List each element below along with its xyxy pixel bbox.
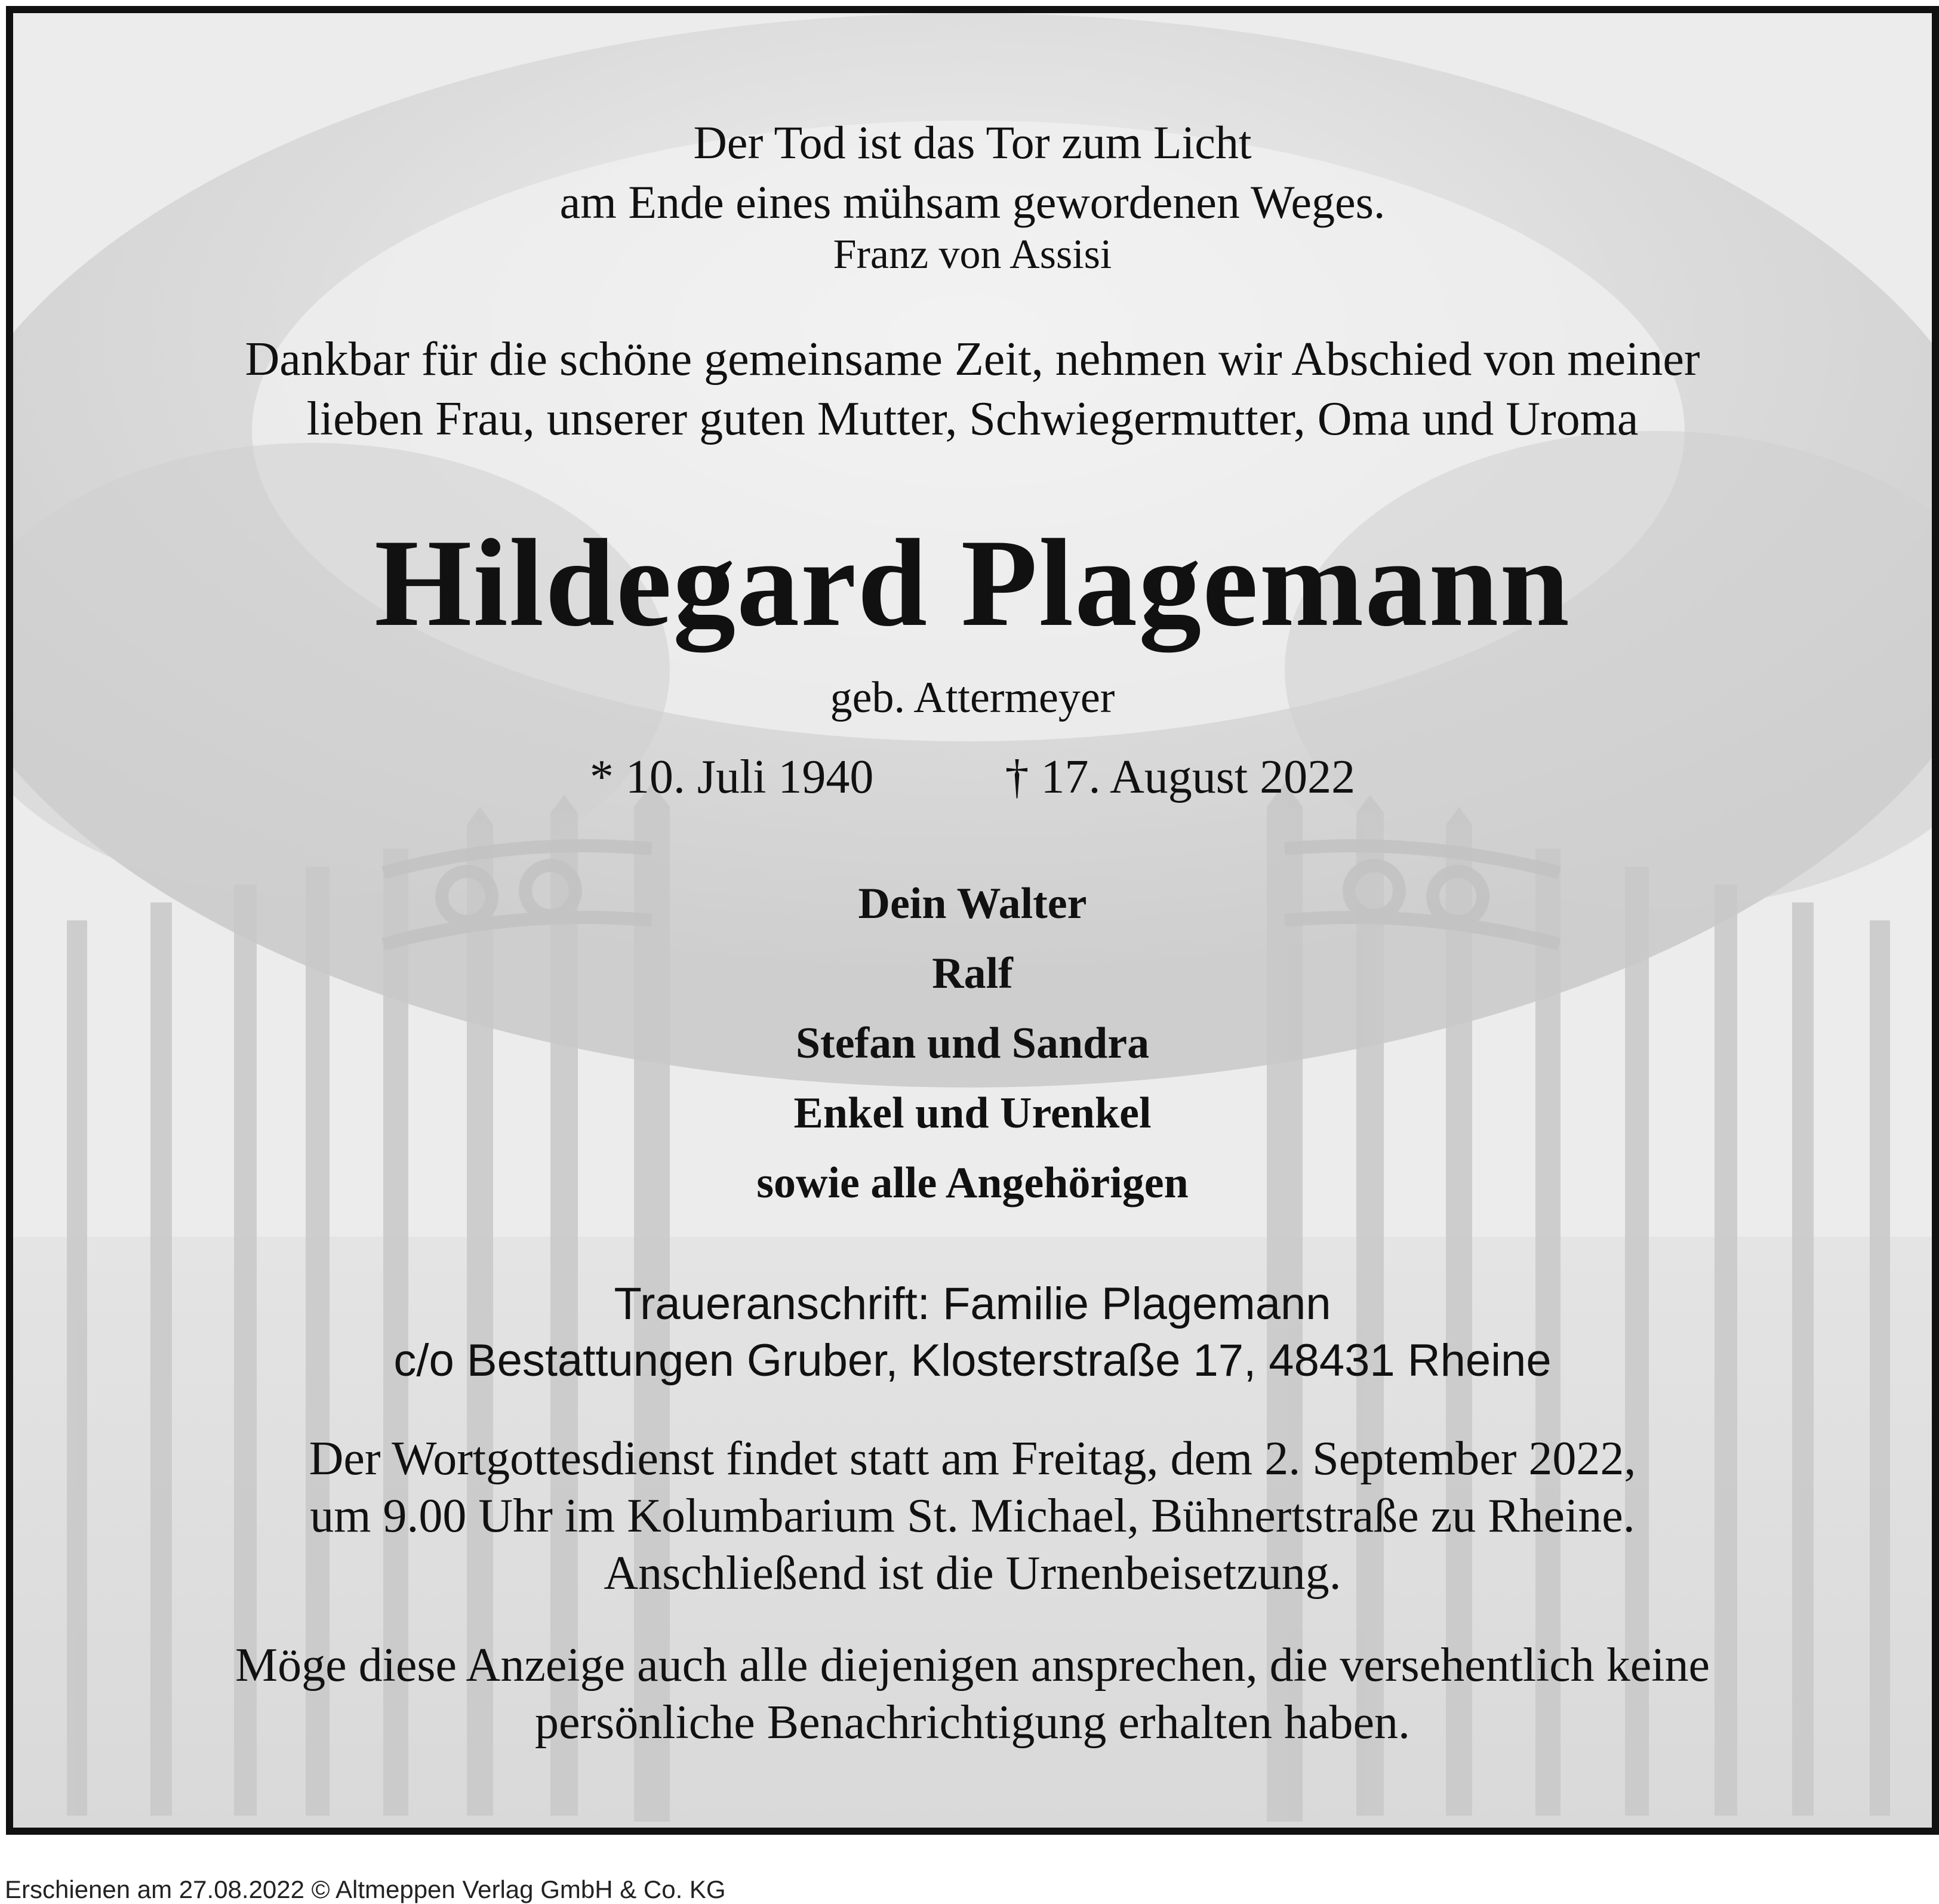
life-dates: [13, 753, 1932, 801]
address-line-1: Traueranschrift: Familie Plagemann: [614, 1278, 1331, 1329]
closing-line-2: persönliche Benachrichtigung erhalten haben.: [534, 1696, 1411, 1749]
service-line-3: Anschließend ist die Urnenbeisetzung.: [604, 1547, 1341, 1600]
mourner-2: Ralf: [932, 949, 1013, 998]
quote-line-1: Der Tod ist das Tor zum Licht: [693, 116, 1252, 168]
closing-line-1: Möge diese Anzeige auch alle diejenigen ansprechen, die versehentlich keine: [235, 1639, 1710, 1692]
mourner-1: Dein Walter: [858, 879, 1087, 928]
deceased-name: Hildegard Plagemann: [374, 514, 1571, 652]
intro-line-1: Dankbar für die schöne gemeinsame Zeit, nehmen wir Abschied von meiner: [245, 333, 1700, 386]
mourner-4: Enkel und Urenkel: [793, 1089, 1152, 1138]
publication-imprint: Erschienen am 27.08.2022 © Altmeppen Verlag GmbH & Co. KG: [5, 1875, 726, 1903]
death-date: † 17. August 2022: [1005, 751, 1356, 803]
birth-date: * 10. Juli 1940: [589, 751, 874, 803]
mourner-3: Stefan und Sandra: [795, 1019, 1150, 1068]
quote-author: Franz von Assisi: [833, 232, 1112, 278]
birth-name: geb. Attermeyer: [830, 673, 1115, 722]
mourner-5: sowie alle Angehörigen: [756, 1159, 1189, 1207]
obituary-notice: [6, 6, 1939, 1835]
intro-line-2: lieben Frau, unserer guten Mutter, Schwiegermutter, Oma und Uroma: [306, 393, 1639, 445]
service-line-1: Der Wortgottesdienst findet statt am Freitag, dem 2. September 2022,: [309, 1432, 1636, 1485]
quote-line-2: am Ende eines mühsam gewordenen Weges.: [559, 176, 1386, 228]
notice-content: [13, 13, 1932, 1828]
service-line-2: um 9.00 Uhr im Kolumbarium St. Michael, Bühnertstraße zu Rheine.: [310, 1490, 1635, 1542]
address-line-2: c/o Bestattungen Gruber, Klosterstraße 17, 48431 Rheine: [393, 1335, 1552, 1386]
